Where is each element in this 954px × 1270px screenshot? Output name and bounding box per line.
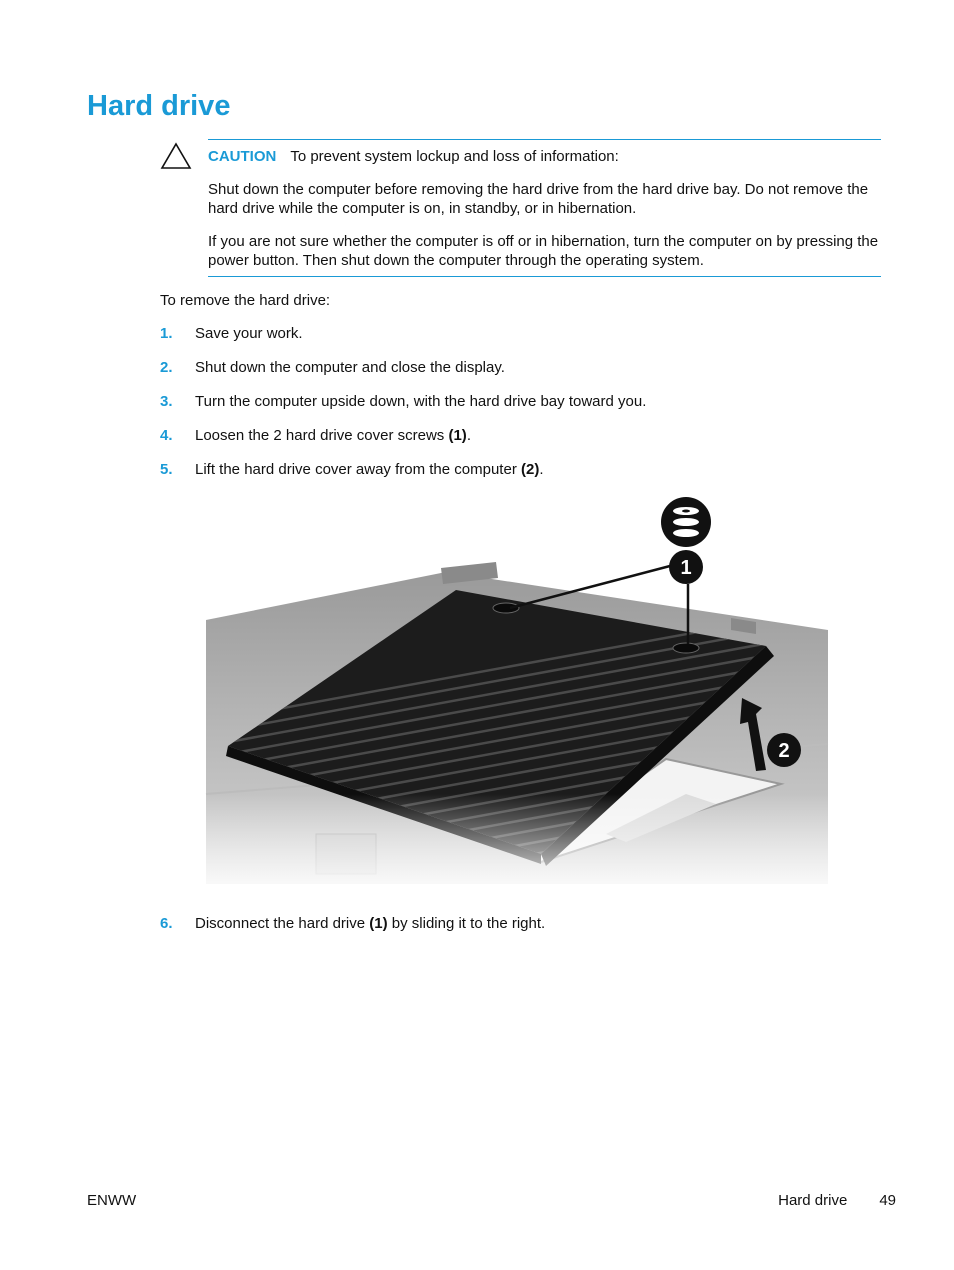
step-text [195, 915, 545, 932]
step-callout-ref: (2) [520, 461, 540, 478]
step-number: 3. [160, 393, 173, 410]
step-number: 2. [160, 359, 173, 376]
footer-right [778, 1192, 896, 1209]
footer-section: Hard drive [778, 1192, 848, 1209]
caution-label: CAUTION [208, 148, 277, 165]
step-text: Turn the computer upside down, with the hard drive bay toward you. [195, 393, 647, 410]
step-item [160, 461, 646, 495]
step-item [160, 325, 646, 359]
step-number: 1. [160, 325, 173, 342]
step-text-post: by sliding it to the right. [387, 915, 546, 932]
caution-paragraph-1: Shut down the computer before removing the hard drive from the hard drive bay. Do not remove the hard drive while the computer is on, in standby, or in hibernation. [208, 181, 869, 217]
step-number: 6. [160, 915, 173, 932]
step-text [195, 461, 544, 495]
hard-drive-cover-illustration [196, 494, 836, 894]
page-number: 49 [879, 1192, 896, 1209]
step-text: Shut down the computer and close the display. [195, 359, 505, 376]
step-text-pre: Disconnect the hard drive [195, 915, 370, 932]
step-text-post: . [539, 461, 544, 478]
step-callout-ref: (1) [448, 427, 467, 444]
step-number: 5. [160, 461, 173, 478]
step-item [160, 915, 545, 932]
intro-text: To remove the hard drive: [160, 292, 331, 309]
caution-lead-paragraph [208, 147, 881, 166]
step-item [160, 393, 646, 427]
step-callout-ref: (1) [369, 915, 388, 932]
step-item [160, 359, 646, 393]
page-title: Hard drive [87, 90, 231, 122]
step-text-pre: Lift the hard drive cover away from the computer [195, 461, 521, 478]
step-number: 4. [160, 427, 173, 444]
step-item [160, 427, 646, 461]
caution-box [208, 139, 881, 277]
step-text-pre: Loosen the 2 hard drive cover screws [195, 427, 449, 444]
steps-list [160, 325, 646, 495]
caution-lead: To prevent system lockup and loss of information: [290, 148, 619, 165]
footer-left: ENWW [87, 1192, 137, 1209]
step-text: Save your work. [195, 325, 303, 342]
caution-paragraph-2: If you are not sure whether the computer is off or in hibernation, turn the computer on by pressing the power button. Then shut down the computer through the operating system. [208, 233, 879, 269]
step-text [195, 427, 471, 461]
caution-triangle-icon [160, 142, 192, 170]
step-text-post: . [466, 427, 471, 444]
